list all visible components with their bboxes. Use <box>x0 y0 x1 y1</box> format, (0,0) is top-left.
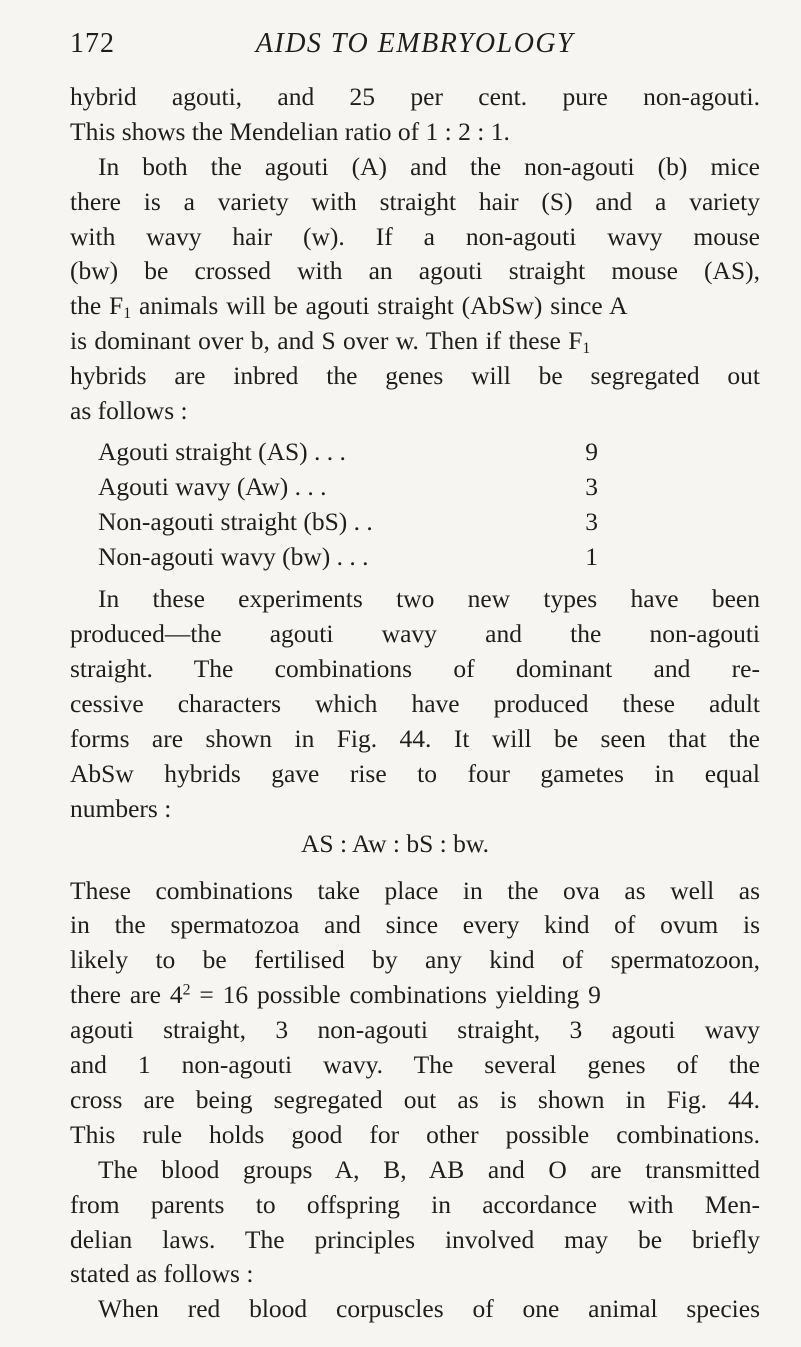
paragraph-4 <box>70 874 760 1153</box>
row-label: Non-agouti wavy (bw) . . . <box>98 541 369 571</box>
row-value: 3 <box>585 471 598 501</box>
paragraph-1 <box>70 80 760 150</box>
text-line: forms are shown in Fig. 44. It will be seen that the <box>70 724 760 754</box>
paragraph-6 <box>70 1292 760 1327</box>
paragraph-2 <box>70 150 760 429</box>
text-line: The blood groups A, B, AB and O are transmitted <box>98 1154 760 1184</box>
row-label: Agouti wavy (Aw) . . . <box>98 471 327 501</box>
text-line: as follows : <box>70 396 188 426</box>
row-label: Agouti straight (AS) . . . <box>98 436 346 466</box>
text-line: cross are being segregated out as is shown in Fig. 44. <box>70 1084 760 1114</box>
text-line: In these experiments two new types have been <box>98 584 760 614</box>
text-line: delian laws. The principles involved may be briefly <box>70 1224 760 1254</box>
text-fragment: there are 4 <box>70 980 183 1010</box>
text-line: straight. The combinations of dominant and re- <box>70 654 760 684</box>
text-line: cessive characters which have produced these adult <box>70 689 760 719</box>
text-fragment: the F <box>70 291 124 321</box>
text-line <box>70 978 760 1013</box>
text-line: agouti straight, 3 non-agouti straight, 3 agouti wavy <box>70 1015 760 1045</box>
text-line: These combinations take place in the ova as well as <box>70 875 760 905</box>
text-fragment: = 16 possible combinations yielding 9 <box>190 980 601 1010</box>
text-line: numbers : <box>70 793 172 823</box>
subscript: 1 <box>123 305 132 323</box>
paragraph-3 <box>70 582 760 826</box>
table-row <box>98 435 760 470</box>
subscript: 1 <box>582 340 591 358</box>
text-line: and 1 non-agouti wavy. The several genes of the <box>70 1050 760 1080</box>
row-value: 9 <box>585 436 598 466</box>
gametes-formula: AS : Aw : bS : bw. <box>300 828 489 858</box>
text-fragment: is dominant over b, and S over w. Then if these F <box>70 326 583 356</box>
text-line: AbSw hybrids gave rise to four gametes in equal <box>70 758 760 788</box>
page-header <box>70 28 760 68</box>
table-row <box>98 540 760 575</box>
running-title: AIDS TO EMBRYOLOGY <box>255 28 575 59</box>
text-line: This rule holds good for other possible combinations. <box>70 1119 760 1149</box>
text-line: with wavy hair (w). If a non-agouti wavy mouse <box>70 221 760 251</box>
text-line <box>70 289 760 324</box>
text-line: In both the agouti (A) and the non-agouti (b) mice <box>98 151 760 181</box>
row-value: 3 <box>585 506 598 536</box>
row-label: Non-agouti straight (bS) . . <box>98 506 373 536</box>
text-line: When red blood corpuscles of one animal species <box>98 1294 760 1324</box>
text-line: from parents to offspring in accordance with Men- <box>70 1189 760 1219</box>
page-number: 172 <box>70 28 115 59</box>
text-line: in the spermatozoa and since every kind of ovum is <box>70 910 760 940</box>
text-line: produced—the agouti wavy and the non-agouti <box>70 619 760 649</box>
text-line: likely to be fertilised by any kind of spermatozoon, <box>70 945 760 975</box>
ratio-table <box>70 435 760 575</box>
text-line <box>70 324 760 359</box>
text-line: hybrids are inbred the genes will be segregated out <box>70 361 760 391</box>
page-body <box>70 80 760 1327</box>
superscript: 2 <box>182 981 191 999</box>
row-value: 1 <box>585 541 598 571</box>
table-row <box>98 505 760 540</box>
text-line: hybrid agouti, and 25 per cent. pure non-agouti. <box>70 82 760 111</box>
text-line: This shows the Mendelian ratio of 1 : 2 : 1. <box>70 116 510 146</box>
text-line: there is a variety with straight hair (S) and a variety <box>70 186 760 216</box>
table-row <box>98 470 760 505</box>
text-line: (bw) be crossed with an agouti straight mouse (AS), <box>70 256 760 286</box>
text-line: stated as follows : <box>70 1259 254 1289</box>
text-fragment: animals will be agouti straight (AbSw) since A <box>131 291 628 321</box>
paragraph-5 <box>70 1153 760 1293</box>
